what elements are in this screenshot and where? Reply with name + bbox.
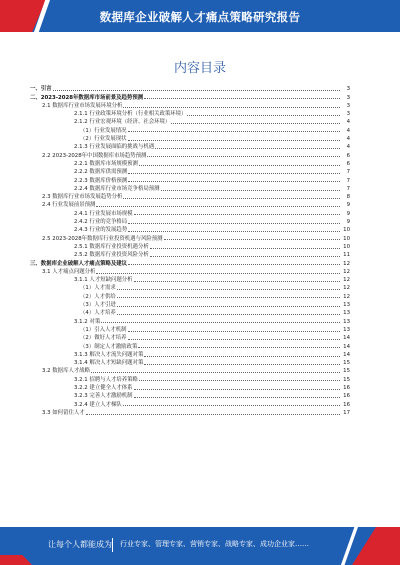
toc-entry[interactable] bbox=[30, 84, 350, 92]
toc-dot-leader bbox=[123, 107, 340, 108]
footer-slogan-right: 行业专家、管理专家、营销专家、战略专家、成功企业家…… bbox=[120, 540, 309, 548]
toc-dot-leader bbox=[150, 256, 340, 257]
toc-entry[interactable] bbox=[30, 408, 350, 416]
toc-entry[interactable] bbox=[30, 125, 350, 133]
toc-entry-page: 12 bbox=[343, 285, 350, 292]
toc-entry[interactable] bbox=[30, 325, 350, 333]
toc-entry[interactable] bbox=[30, 283, 350, 291]
toc-entry-page: 16 bbox=[343, 384, 350, 391]
toc-dot-leader bbox=[117, 297, 340, 298]
toc-entry[interactable] bbox=[30, 142, 350, 150]
toc-entry-label: 2.5.2 数据库行业投资风险分析 bbox=[74, 252, 149, 259]
toc-entry[interactable] bbox=[30, 333, 350, 341]
toc-dot-leader bbox=[123, 405, 340, 406]
toc-entry[interactable] bbox=[30, 117, 350, 125]
toc-dot-leader bbox=[128, 339, 340, 340]
toc-entry-label: 2.2.4 数据库行业市场竞争格局预测 bbox=[74, 185, 160, 192]
toc-entry[interactable] bbox=[30, 258, 350, 266]
toc-entry-label: （2）行业发展现状 bbox=[80, 136, 127, 143]
toc-entry[interactable] bbox=[30, 358, 350, 366]
toc-dot-leader bbox=[128, 331, 340, 332]
toc-entry[interactable] bbox=[30, 175, 350, 183]
toc-entry[interactable] bbox=[30, 167, 350, 175]
footer-red-accent-left bbox=[0, 555, 32, 565]
toc-dot-leader bbox=[139, 380, 340, 381]
toc-entry-label: 2.4.1 行业发展市场规模 bbox=[74, 210, 133, 217]
toc-entry-page: 3 bbox=[346, 86, 350, 93]
toc-entry-label: （4）人才培养 bbox=[80, 310, 116, 317]
toc-entry-page: 16 bbox=[343, 401, 350, 408]
toc-entry-label: 3.1.1 人才短缺问题分析 bbox=[74, 277, 133, 284]
toc-dot-leader bbox=[187, 115, 340, 116]
toc-entry[interactable] bbox=[30, 291, 350, 299]
toc-entry-label: （3）制定人才激励政策 bbox=[80, 343, 138, 350]
toc-dot-leader bbox=[128, 131, 340, 132]
toc-entry-label: 3.2 数据库人才战略 bbox=[42, 368, 91, 375]
toc-entry-label: （3）人才引进 bbox=[80, 302, 116, 309]
toc-entry-page: 15 bbox=[343, 376, 350, 383]
toc-dot-leader bbox=[128, 173, 340, 174]
toc-dot-leader bbox=[134, 389, 340, 390]
toc-dot-leader bbox=[139, 165, 340, 166]
toc-entry-label: （2）做好人才培养 bbox=[80, 335, 127, 342]
toc-entry[interactable] bbox=[30, 217, 350, 225]
toc-entry[interactable] bbox=[30, 208, 350, 216]
toc-entry-page: 13 bbox=[343, 318, 350, 325]
toc-dot-leader bbox=[86, 414, 340, 415]
toc-entry-page: 4 bbox=[346, 119, 350, 126]
toc-entry-page: 12 bbox=[343, 260, 350, 267]
toc-dot-leader bbox=[155, 148, 340, 149]
toc-entry[interactable] bbox=[30, 399, 350, 407]
toc-entry[interactable] bbox=[30, 350, 350, 358]
toc-entry-label: 2.2.3 数据库价格预测 bbox=[74, 177, 128, 184]
toc-entry-label: （1）引入人才机制 bbox=[80, 326, 127, 333]
toc-entry-page: 16 bbox=[343, 393, 350, 400]
toc-entry[interactable] bbox=[30, 150, 350, 158]
toc-dot-leader bbox=[96, 273, 340, 274]
toc-entry-label: 2.2.2 数据库供需预测 bbox=[74, 169, 128, 176]
toc-dot-leader bbox=[144, 356, 340, 357]
toc-entry-label: 3.2.4 建立人才梯队 bbox=[74, 401, 122, 408]
toc-entry[interactable] bbox=[30, 391, 350, 399]
toc-entry[interactable] bbox=[30, 159, 350, 167]
toc-entry-label: 一、引言 bbox=[30, 86, 52, 93]
toc-dot-leader bbox=[123, 198, 340, 199]
toc-entry-page: 6 bbox=[346, 152, 350, 159]
toc-entry-label: （1）行业发展情况 bbox=[80, 127, 127, 134]
toc-entry[interactable] bbox=[30, 308, 350, 316]
toc-entry-page: 10 bbox=[343, 227, 350, 234]
toc-entry-page: 10 bbox=[343, 235, 350, 242]
toc-entry-label: 2.1.2 行业宏观环境（经济、社会环境） bbox=[74, 119, 171, 126]
toc-dot-leader bbox=[144, 364, 340, 365]
toc-dot-leader bbox=[53, 90, 340, 91]
toc-entry-page: 11 bbox=[343, 252, 350, 259]
toc-entry[interactable] bbox=[30, 316, 350, 324]
toc-dot-leader bbox=[147, 156, 340, 157]
toc-dot-leader bbox=[128, 140, 340, 141]
toc-entry[interactable] bbox=[30, 374, 350, 382]
toc-dot-leader bbox=[150, 248, 340, 249]
toc-entry-page: 13 bbox=[343, 310, 350, 317]
toc-entry-label: 3.2.2 建立健全人才体系 bbox=[74, 384, 133, 391]
toc-dot-leader bbox=[134, 397, 340, 398]
toc-entry[interactable] bbox=[30, 267, 350, 275]
toc-entry-page: 7 bbox=[346, 177, 350, 184]
toc-entry-page: 6 bbox=[346, 160, 350, 167]
toc-dot-leader bbox=[128, 264, 340, 265]
toc-entry-label: 2.4 行业发展前景预测 bbox=[42, 202, 96, 209]
toc-entry-label: 2.5 2023-2028年数据库行业投资机遇与风险预测 bbox=[42, 235, 163, 242]
toc-entry-label: 2.2 2023-2028年中国数据库市场趋势预测 bbox=[42, 152, 147, 159]
toc-entry[interactable] bbox=[30, 200, 350, 208]
toc-entry[interactable] bbox=[30, 242, 350, 250]
toc-dot-leader bbox=[96, 206, 340, 207]
toc-dot-leader bbox=[128, 231, 340, 232]
toc-dot-leader bbox=[144, 98, 340, 99]
toc-dot-leader bbox=[134, 214, 340, 215]
footer-divider bbox=[112, 538, 113, 552]
toc-entry[interactable] bbox=[30, 192, 350, 200]
toc-entry-page: 14 bbox=[343, 335, 350, 342]
toc-dot-leader bbox=[128, 181, 340, 182]
toc-entry-label: 3.2.1 招聘与人才培养策略 bbox=[74, 376, 138, 383]
toc-entry[interactable] bbox=[30, 366, 350, 374]
toc-entry-label: 3.1.4 解决人才短缺问题对策 bbox=[74, 360, 144, 367]
toc-dot-leader bbox=[117, 289, 340, 290]
toc-title: 内容目录 bbox=[173, 61, 226, 76]
toc-entry-page: 4 bbox=[346, 136, 350, 143]
toc-entry-label: （2）人才供给 bbox=[80, 293, 116, 300]
toc-entry-page: 12 bbox=[343, 293, 350, 300]
toc-entry-label: 2.1 数据库行业市场发展环境分析 bbox=[42, 102, 123, 109]
toc-dot-leader bbox=[161, 190, 340, 191]
toc-entry-page: 10 bbox=[343, 243, 350, 250]
toc-entry-page: 9 bbox=[346, 202, 350, 209]
toc-dot-leader bbox=[91, 372, 340, 373]
toc-entry-page: 9 bbox=[346, 219, 350, 226]
toc-entry-page: 4 bbox=[346, 144, 350, 151]
toc-entry-label: 3.1.3 解决人才流失问题对策 bbox=[74, 351, 144, 358]
toc-entry-page: 3 bbox=[346, 111, 350, 118]
toc-entry-page: 8 bbox=[346, 194, 350, 201]
toc-dot-leader bbox=[117, 314, 340, 315]
table-of-contents bbox=[30, 84, 350, 514]
toc-dot-leader bbox=[138, 347, 340, 348]
toc-entry-page: 3 bbox=[346, 102, 350, 109]
toc-entry-page: 9 bbox=[346, 210, 350, 217]
toc-entry-page: 15 bbox=[343, 360, 350, 367]
toc-entry[interactable] bbox=[30, 250, 350, 258]
toc-entry[interactable] bbox=[30, 101, 350, 109]
toc-entry-label: （1）人才需求 bbox=[80, 285, 116, 292]
toc-entry-label: 2.1.3 行业发展面临的挑战与机遇 bbox=[74, 144, 155, 151]
toc-entry[interactable] bbox=[30, 300, 350, 308]
toc-entry-label: 二、2023-2028年数据库市场前景及趋势预测 bbox=[30, 94, 144, 101]
header-title: 数据库企业破解人才痛点策略研究报告 bbox=[99, 10, 301, 24]
toc-entry-label: 2.2.1 数据库市场规模预测 bbox=[74, 160, 138, 167]
toc-entry[interactable] bbox=[30, 233, 350, 241]
toc-entry[interactable] bbox=[30, 92, 350, 100]
toc-entry[interactable] bbox=[30, 184, 350, 192]
toc-entry-page: 17 bbox=[343, 409, 350, 416]
toc-entry-label: 2.4.2 行业的竞争格局 bbox=[74, 219, 128, 226]
toc-entry-page: 4 bbox=[346, 127, 350, 134]
footer-slogan-left: 让每个人都能成为 bbox=[48, 540, 112, 549]
toc-entry-label: 2.4.3 行业的发展趋势 bbox=[74, 227, 128, 234]
toc-entry-page: 12 bbox=[343, 277, 350, 284]
toc-entry-page: 14 bbox=[343, 351, 350, 358]
toc-entry-page: 12 bbox=[343, 268, 350, 275]
toc-entry-label: 3.2.3 完善人才激励机制 bbox=[74, 393, 133, 400]
toc-dot-leader bbox=[117, 306, 340, 307]
toc-entry-page: 7 bbox=[346, 169, 350, 176]
toc-entry-label: 2.5.1 数据库行业投资机遇分析 bbox=[74, 243, 149, 250]
toc-dot-leader bbox=[134, 281, 340, 282]
toc-entry-label: 2.3 数据库行业市场发展趋势分析 bbox=[42, 194, 123, 201]
toc-entry[interactable] bbox=[30, 225, 350, 233]
toc-entry[interactable] bbox=[30, 134, 350, 142]
toc-entry-label: 3.1.2 对策 bbox=[74, 318, 101, 325]
toc-entry-label: 2.1.1 行业政策环境分析（行业相关政策环境） bbox=[74, 111, 187, 118]
toc-dot-leader bbox=[128, 223, 340, 224]
toc-entry-page: 14 bbox=[343, 343, 350, 350]
toc-entry-label: 三、数据库企业破解人才痛点策略及建议 bbox=[30, 260, 128, 267]
toc-entry[interactable] bbox=[30, 275, 350, 283]
toc-entry[interactable] bbox=[30, 383, 350, 391]
toc-entry-page: 13 bbox=[343, 302, 350, 309]
toc-entry-page: 3 bbox=[346, 94, 350, 101]
toc-entry[interactable] bbox=[30, 341, 350, 349]
toc-entry-label: 3.1 人才痛点问题分析 bbox=[42, 268, 96, 275]
toc-entry-page: 15 bbox=[343, 368, 350, 375]
toc-dot-leader bbox=[171, 123, 340, 124]
toc-entry-page: 7 bbox=[346, 185, 350, 192]
toc-entry[interactable] bbox=[30, 109, 350, 117]
toc-entry-page: 13 bbox=[343, 326, 350, 333]
toc-entry-label: 3.3 如何留住人才 bbox=[42, 409, 85, 416]
toc-dot-leader bbox=[164, 239, 340, 240]
toc-dot-leader bbox=[101, 322, 340, 323]
